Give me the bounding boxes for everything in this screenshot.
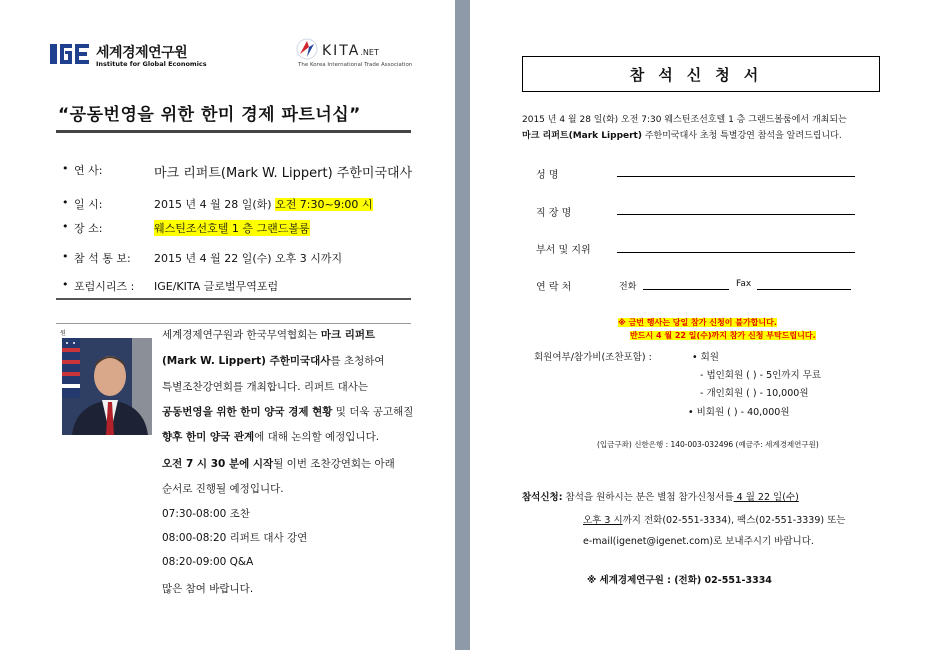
time-highlight: 오전 7:30~9:00 시: [275, 198, 373, 211]
bank-account: (입금구좌) 신한은행 : 140-003-032496 (예금주: 세계경제연구원): [597, 440, 819, 449]
bullet: •: [62, 162, 69, 175]
membership-member: • 회원: [692, 352, 719, 363]
right-page: [470, 0, 930, 650]
company-field[interactable]: [617, 214, 855, 215]
bullet: •: [62, 220, 69, 233]
ambassador-photo: [62, 338, 152, 435]
membership-title: 회원여부/참가비(조찬포함) :: [534, 352, 652, 363]
kita-name: KITA.NET: [322, 43, 379, 59]
apply-line: 참석신청: 참석을 원하시는 분은 별첨 참가신청서를 4 월 22 일(수): [522, 492, 799, 503]
intro-line: 마크 리퍼트(Mark Lippert) 주한미국대사 초청 특별강연 참석을 알려드립니다.: [522, 131, 842, 141]
info-value: 웨스틴조선호텔 1 층 그랜드볼룸: [154, 222, 310, 235]
form-title: 참석신청서: [522, 56, 880, 92]
dept-field[interactable]: [617, 252, 855, 253]
notice-line: ※ 금번 행사는 당일 참가 신청이 불가합니다.: [618, 318, 777, 327]
body-line: 오전 7 시 30 분에 시작될 이번 조찬강연회는 아래: [162, 458, 395, 470]
body-line: 순서로 진행될 예정입니다.: [162, 483, 284, 495]
notice-line: 반드시 4 월 22 일(수)까지 참가 신청 부탁드립니다.: [630, 331, 816, 340]
schedule-item: 08:20-09:00 Q&A: [162, 556, 254, 568]
title-divider: [56, 130, 411, 133]
intro-line: 2015 년 4 월 28 일(화) 오전 7:30 웨스틴조선호텔 1 층 그랜드볼룸에서 개최되는: [522, 115, 847, 125]
info-divider: [56, 298, 411, 300]
info-value: IGE/KITA 글로벌무역포럼: [154, 280, 279, 293]
info-value: 마크 리퍼트(Mark W. Lippert) 주한미국대사: [154, 166, 413, 181]
membership-corp: - 법인회원 ( ) - 5인까지 무료: [700, 370, 822, 381]
body-line: 특별조찬강연회를 개최합니다. 리퍼트 대사는: [162, 381, 369, 393]
info-label: 장 소:: [74, 222, 103, 235]
ige-subtitle: Institute for Global Economics: [96, 60, 207, 68]
info-label: 일 시:: [74, 198, 103, 211]
fax-label: Fax: [736, 279, 752, 289]
info-label: 포럼시리즈 :: [74, 280, 135, 293]
company-label: 직 장 명: [536, 208, 572, 219]
info-divider-secondary: [56, 323, 411, 324]
info-label: 연 사:: [74, 164, 103, 177]
info-value: 2015 년 4 월 28 일(화) 오전 7:30~9:00 시: [154, 198, 373, 211]
ige-name: 세계경제연구원: [96, 45, 188, 61]
apply-line: e-mail(igenet@igenet.com)로 보내주시기 바랍니다.: [583, 536, 814, 547]
contact-footer: ※ 세계경제연구원 : (전화) 02-551-3334: [587, 575, 772, 586]
photo-corner-mark: 원: [60, 330, 66, 337]
name-label: 성 명: [536, 170, 559, 181]
bullet: •: [62, 250, 69, 263]
schedule-item: 08:00-08:20 리퍼트 대사 강연: [162, 532, 308, 544]
ige-logo-icon: [50, 42, 90, 66]
membership-non: • 비회원 ( ) - 40,000원: [688, 407, 790, 418]
info-value: 2015 년 4 월 22 일(수) 오후 3 시까지: [154, 252, 343, 265]
left-page: [0, 0, 455, 650]
body-line: 세계경제연구원과 한국무역협회는 마크 리퍼트: [162, 329, 376, 341]
name-field[interactable]: [617, 176, 855, 177]
kita-logo-icon: [296, 38, 318, 60]
fax-field[interactable]: [757, 289, 851, 290]
body-line: 공동번영을 위한 한미 양국 경제 현황 및 더욱 공고해질: [162, 406, 414, 418]
body-line: (Mark W. Lippert) 주한미국대사를 초청하여: [162, 355, 385, 367]
kita-subtitle: The Korea International Trade Association: [298, 62, 413, 68]
body-line: 많은 참여 바랍니다.: [162, 583, 254, 595]
apply-line: 오후 3 시까지 전화(02-551-3334), 팩스(02-551-3339) 또는: [583, 515, 846, 526]
bullet: •: [62, 196, 69, 209]
schedule-item: 07:30-08:00 조찬: [162, 508, 250, 520]
page-title: “공동번영을 위한 한미 경제 파트너십”: [58, 105, 361, 125]
info-label: 참 석 통 보:: [74, 252, 131, 265]
membership-indiv: - 개인회원 ( ) - 10,000원: [700, 388, 809, 399]
phone-field[interactable]: [643, 289, 729, 290]
contact-label: 연 락 처: [536, 282, 572, 293]
dept-label: 부서 및 지위: [536, 245, 591, 256]
bullet: •: [62, 278, 69, 291]
body-line: 향후 한미 양국 관계에 대해 논의할 예정입니다.: [162, 431, 380, 443]
phone-label: 전화: [619, 282, 637, 292]
